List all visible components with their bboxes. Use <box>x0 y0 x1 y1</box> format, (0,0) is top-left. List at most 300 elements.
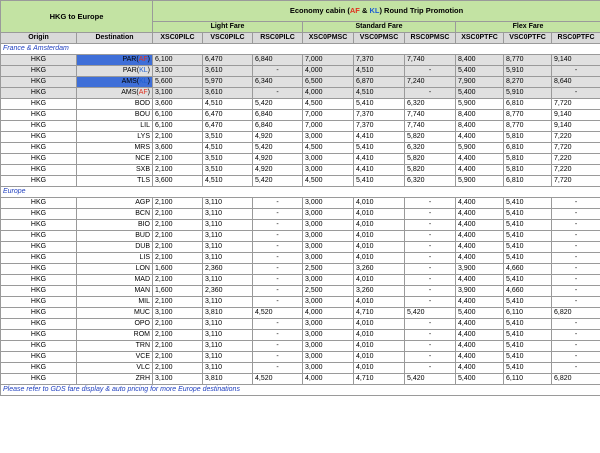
fare-cell: - <box>405 352 456 363</box>
origin-cell: HKG <box>1 242 77 253</box>
fare-cell: 3,810 <box>203 308 253 319</box>
origin-cell: HKG <box>1 253 77 264</box>
fare-cell: - <box>552 231 600 242</box>
fare-cell: 1,600 <box>153 264 203 275</box>
table-row <box>1 55 600 66</box>
fare-cell: - <box>253 363 303 374</box>
fare-cell: 5,420 <box>253 143 303 154</box>
table-row <box>1 165 600 176</box>
origin-header: Origin <box>1 33 77 44</box>
destination-code: VLC <box>136 364 150 371</box>
fare-cell: - <box>552 66 600 77</box>
fare-cell: 6,110 <box>504 374 552 385</box>
fare-cell: 2,100 <box>153 297 203 308</box>
fare-cell: 7,000 <box>303 55 354 66</box>
fare-cell: 4,010 <box>354 352 405 363</box>
fare-cell: 7,370 <box>354 55 405 66</box>
fare-cell: - <box>405 286 456 297</box>
origin-cell: HKG <box>1 121 77 132</box>
fare-cell: 5,900 <box>456 176 504 187</box>
destination-code: BOU <box>134 111 150 118</box>
fare-cell: - <box>405 198 456 209</box>
table-row <box>1 110 600 121</box>
fare-cell: 3,510 <box>203 165 253 176</box>
destination-code: LYS <box>137 133 150 140</box>
fare-cell: - <box>405 220 456 231</box>
origin-cell: HKG <box>1 231 77 242</box>
origin-cell: HKG <box>1 363 77 374</box>
fare-cell: 7,000 <box>303 121 354 132</box>
destination-code: TLS <box>137 177 150 184</box>
fare-cell: 5,410 <box>504 330 552 341</box>
fare-cell: 3,110 <box>203 209 253 220</box>
destination-code: MUC <box>134 309 150 316</box>
fare-cell: - <box>253 242 303 253</box>
fare-cell: 6,810 <box>504 176 552 187</box>
destination-cell <box>77 110 153 121</box>
fare-cell: - <box>552 198 600 209</box>
fare-cell: 4,660 <box>504 264 552 275</box>
fare-cell: 2,100 <box>153 132 203 143</box>
fare-cell: - <box>552 363 600 374</box>
origin-cell: HKG <box>1 55 77 66</box>
fare-cell: 3,100 <box>153 88 203 99</box>
fare-cell: 5,400 <box>456 88 504 99</box>
fare-cell: 3,110 <box>203 275 253 286</box>
fare-cell: 4,010 <box>354 330 405 341</box>
light-fare-header: Light Fare <box>153 22 303 33</box>
fare-cell: - <box>253 220 303 231</box>
fare-cell: 5,400 <box>456 66 504 77</box>
code-header: XSC0PILC <box>153 33 203 44</box>
fare-cell: - <box>552 286 600 297</box>
fare-cell: 5,410 <box>504 198 552 209</box>
fare-cell: 7,240 <box>405 77 456 88</box>
fare-cell: 5,400 <box>456 374 504 385</box>
route-title: HKG to Europe <box>1 1 153 33</box>
fare-cell: - <box>253 231 303 242</box>
destination-cell <box>77 363 153 374</box>
destination-cell <box>77 330 153 341</box>
fare-cell: 2,100 <box>153 220 203 231</box>
fare-cell: 3,000 <box>303 253 354 264</box>
fare-cell: 4,010 <box>354 319 405 330</box>
destination-cell <box>77 165 153 176</box>
carrier-code: KL <box>139 78 148 85</box>
fare-cell: 8,770 <box>504 110 552 121</box>
fare-cell: 3,600 <box>153 176 203 187</box>
fare-cell: 7,370 <box>354 121 405 132</box>
fare-cell: - <box>552 253 600 264</box>
fare-cell: 6,810 <box>504 99 552 110</box>
destination-code: ZRH <box>135 375 150 382</box>
fare-cell: 6,100 <box>153 110 203 121</box>
fare-cell: 5,820 <box>405 132 456 143</box>
fare-cell: 5,410 <box>354 143 405 154</box>
fare-cell: 3,100 <box>153 374 203 385</box>
fare-cell: 8,770 <box>504 121 552 132</box>
fare-cell: 8,640 <box>552 77 600 88</box>
fare-cell: 6,820 <box>552 374 600 385</box>
fare-cell: 7,720 <box>552 176 600 187</box>
destination-cell: AMS(KL) <box>77 77 153 88</box>
table-row <box>1 286 600 297</box>
fare-cell: - <box>552 275 600 286</box>
fare-cell: - <box>253 88 303 99</box>
destination-cell <box>77 275 153 286</box>
section-header-row <box>1 44 600 55</box>
fare-cell: 5,410 <box>504 231 552 242</box>
fare-cell: 5,410 <box>504 363 552 374</box>
fare-cell: 3,000 <box>303 330 354 341</box>
table-row <box>1 99 600 110</box>
fare-cell: - <box>253 66 303 77</box>
destination-cell: PAR(AF) <box>77 55 153 66</box>
fare-cell: 2,360 <box>203 264 253 275</box>
destination-cell <box>77 132 153 143</box>
fare-cell: 3,000 <box>303 154 354 165</box>
fare-cell: - <box>405 242 456 253</box>
fare-cell: 3,000 <box>303 341 354 352</box>
fare-cell: 6,810 <box>504 143 552 154</box>
origin-cell: HKG <box>1 352 77 363</box>
fare-cell: 4,920 <box>253 165 303 176</box>
fare-cell: 5,410 <box>504 297 552 308</box>
fare-cell: 7,370 <box>354 110 405 121</box>
fare-cell: 7,720 <box>552 143 600 154</box>
fare-cell: 4,500 <box>303 143 354 154</box>
fare-cell: - <box>253 341 303 352</box>
fare-cell: 2,100 <box>153 330 203 341</box>
fare-cell: - <box>552 297 600 308</box>
destination-code: MRS <box>134 144 150 151</box>
fare-cell: 5,410 <box>504 242 552 253</box>
fare-cell: 3,260 <box>354 264 405 275</box>
table-row <box>1 330 600 341</box>
origin-cell: HKG <box>1 374 77 385</box>
destination-cell <box>77 154 153 165</box>
fare-cell: - <box>552 330 600 341</box>
fare-cell: - <box>552 319 600 330</box>
fare-cell: 4,010 <box>354 275 405 286</box>
destination-cell <box>77 319 153 330</box>
fare-cell: 4,000 <box>303 374 354 385</box>
fare-cell: 4,010 <box>354 297 405 308</box>
destination-cell <box>77 209 153 220</box>
fare-cell: 6,470 <box>203 121 253 132</box>
fare-cell: 2,100 <box>153 242 203 253</box>
fare-cell: 4,400 <box>456 165 504 176</box>
fare-cell: 2,500 <box>303 286 354 297</box>
table-row <box>1 275 600 286</box>
fare-cell: 3,610 <box>203 88 253 99</box>
fare-cell: 3,100 <box>153 66 203 77</box>
fare-cell: 3,000 <box>303 319 354 330</box>
destination-code: VCE <box>135 353 150 360</box>
fare-cell: 4,710 <box>354 374 405 385</box>
fare-cell: 7,000 <box>303 110 354 121</box>
fare-cell: 4,010 <box>354 209 405 220</box>
origin-cell: HKG <box>1 308 77 319</box>
origin-cell: HKG <box>1 165 77 176</box>
fare-cell: - <box>405 264 456 275</box>
fare-cell: 2,100 <box>153 319 203 330</box>
fare-cell: 5,820 <box>405 154 456 165</box>
fare-cell: 6,840 <box>253 55 303 66</box>
fare-cell: 3,510 <box>203 132 253 143</box>
carrier-code: KL <box>139 67 148 74</box>
destination-cell <box>77 286 153 297</box>
fare-cell: - <box>253 264 303 275</box>
fare-cell: 4,400 <box>456 231 504 242</box>
fare-cell: 6,100 <box>153 121 203 132</box>
fare-cell: 5,910 <box>504 88 552 99</box>
fare-cell: 3,510 <box>203 154 253 165</box>
fare-cell: - <box>253 253 303 264</box>
table-row <box>1 231 600 242</box>
table-row <box>1 341 600 352</box>
fare-cell: 5,420 <box>405 374 456 385</box>
destination-cell: AMS(AF) <box>77 88 153 99</box>
fare-cell: 5,410 <box>354 176 405 187</box>
fare-cell: 6,470 <box>203 110 253 121</box>
fare-cell: 3,110 <box>203 220 253 231</box>
fare-cell: 5,910 <box>504 66 552 77</box>
fare-cell: - <box>405 319 456 330</box>
fare-cell: 5,410 <box>504 209 552 220</box>
table-row <box>1 264 600 275</box>
fare-cell: 3,110 <box>203 341 253 352</box>
table-row <box>1 253 600 264</box>
code-header: VSC0PTFC <box>504 33 552 44</box>
section-header-row <box>1 187 600 198</box>
table-row <box>1 176 600 187</box>
table-row <box>1 77 600 88</box>
fare-cell: - <box>405 209 456 220</box>
fare-cell: 7,220 <box>552 165 600 176</box>
fare-cell: 3,000 <box>303 220 354 231</box>
fare-cell: 3,000 <box>303 297 354 308</box>
fare-cell: - <box>552 220 600 231</box>
fare-cell: 3,000 <box>303 231 354 242</box>
fare-cell: 2,100 <box>153 231 203 242</box>
destination-cell <box>77 121 153 132</box>
destination-code: OPO <box>134 320 150 327</box>
origin-cell: HKG <box>1 132 77 143</box>
fare-cell: 3,000 <box>303 198 354 209</box>
destination-cell <box>77 231 153 242</box>
table-row <box>1 308 600 319</box>
fare-cell: 4,920 <box>253 132 303 143</box>
fare-cell: 5,970 <box>203 77 253 88</box>
fare-cell: - <box>552 242 600 253</box>
fare-cell: 5,420 <box>405 308 456 319</box>
destination-code: MIL <box>138 298 150 305</box>
flex-fare-header: Flex Fare <box>456 22 600 33</box>
fare-cell: - <box>405 253 456 264</box>
fare-cell: 3,260 <box>354 286 405 297</box>
origin-cell: HKG <box>1 110 77 121</box>
destination-cell <box>77 374 153 385</box>
table-row <box>1 363 600 374</box>
destination-cell <box>77 253 153 264</box>
fare-cell: - <box>552 264 600 275</box>
fare-cell: 4,010 <box>354 220 405 231</box>
fare-cell: 2,360 <box>203 286 253 297</box>
fare-cell: 5,410 <box>504 253 552 264</box>
origin-cell: HKG <box>1 209 77 220</box>
destination-cell <box>77 242 153 253</box>
table-row <box>1 297 600 308</box>
table-row <box>1 319 600 330</box>
fare-cell: 9,140 <box>552 55 600 66</box>
code-header: XSC0PTFC <box>456 33 504 44</box>
destination-code: BUD <box>135 232 150 239</box>
fare-cell: 4,000 <box>303 308 354 319</box>
fare-cell: 4,410 <box>354 165 405 176</box>
fare-cell: 4,920 <box>253 154 303 165</box>
destination-cell <box>77 341 153 352</box>
fare-cell: - <box>253 352 303 363</box>
carrier-code: AF <box>138 56 148 63</box>
destination-code: SXB <box>135 166 150 173</box>
fare-cell: 2,100 <box>153 352 203 363</box>
table-row <box>1 209 600 220</box>
fare-cell: 2,100 <box>153 363 203 374</box>
fare-cell: 3,900 <box>456 286 504 297</box>
promo-af: AF <box>349 6 360 15</box>
fare-cell: 4,400 <box>456 242 504 253</box>
fare-cell: 8,770 <box>504 55 552 66</box>
destination-cell <box>77 264 153 275</box>
origin-cell: HKG <box>1 88 77 99</box>
promo-prefix: Economy cabin ( <box>289 6 350 15</box>
fare-cell: 4,010 <box>354 231 405 242</box>
destination-code: MAD <box>134 276 150 283</box>
origin-cell: HKG <box>1 275 77 286</box>
origin-cell: HKG <box>1 319 77 330</box>
promo-title <box>153 1 600 22</box>
fare-cell: 4,000 <box>303 88 354 99</box>
fare-cell: 7,220 <box>552 154 600 165</box>
fare-cell: - <box>405 275 456 286</box>
destination-code: PAR <box>122 56 137 63</box>
fare-table-body <box>1 1 600 396</box>
fare-cell: 3,000 <box>303 242 354 253</box>
fare-cell: 2,500 <box>303 264 354 275</box>
destination-code: ROM <box>133 331 150 338</box>
header-row-top <box>1 1 600 22</box>
fare-cell: 3,000 <box>303 165 354 176</box>
destination-code: AMS <box>121 89 137 96</box>
code-header: RSC0PILC <box>253 33 303 44</box>
fare-cell: 4,400 <box>456 220 504 231</box>
fare-cell: 4,010 <box>354 341 405 352</box>
section-title: France & Amsterdam <box>1 44 600 55</box>
fare-cell: 3,110 <box>203 352 253 363</box>
fare-cell: 2,100 <box>153 198 203 209</box>
destination-code: BCN <box>135 210 150 217</box>
fare-cell: 5,810 <box>504 154 552 165</box>
fare-cell: 4,410 <box>354 154 405 165</box>
fare-cell: 5,420 <box>253 99 303 110</box>
fare-cell: 4,010 <box>354 198 405 209</box>
fare-cell: 9,140 <box>552 110 600 121</box>
fare-cell: 6,820 <box>552 308 600 319</box>
destination-cell <box>77 99 153 110</box>
fare-cell: - <box>253 275 303 286</box>
fare-cell: 5,900 <box>456 99 504 110</box>
destination-code: BOD <box>134 100 150 107</box>
fare-cell: 8,400 <box>456 110 504 121</box>
fare-cell: 6,840 <box>253 110 303 121</box>
fare-cell: - <box>253 286 303 297</box>
promo-kl: KL <box>369 6 380 15</box>
fare-cell: 3,000 <box>303 363 354 374</box>
fare-cell: 4,400 <box>456 132 504 143</box>
origin-cell: HKG <box>1 99 77 110</box>
fare-cell: 3,110 <box>203 363 253 374</box>
fare-cell: 7,740 <box>405 121 456 132</box>
fare-cell: 4,400 <box>456 209 504 220</box>
fare-cell: - <box>552 209 600 220</box>
fare-cell: - <box>253 330 303 341</box>
fare-cell: 4,520 <box>253 308 303 319</box>
origin-cell: HKG <box>1 341 77 352</box>
fare-cell: 3,000 <box>303 132 354 143</box>
destination-cell: PAR(KL) <box>77 66 153 77</box>
destination-code: LIL <box>140 122 150 129</box>
table-row <box>1 374 600 385</box>
fare-cell: 8,400 <box>456 55 504 66</box>
fare-cell: 5,410 <box>354 99 405 110</box>
fare-cell: 3,110 <box>203 319 253 330</box>
fare-cell: 6,320 <box>405 143 456 154</box>
fare-cell: 4,510 <box>354 66 405 77</box>
fare-cell: 2,100 <box>153 275 203 286</box>
destination-code: NCE <box>135 155 150 162</box>
fare-cell: 3,610 <box>203 66 253 77</box>
fare-cell: 5,410 <box>504 319 552 330</box>
fare-cell: 7,900 <box>456 77 504 88</box>
fare-cell: 4,400 <box>456 330 504 341</box>
table-row <box>1 242 600 253</box>
fare-cell: 5,410 <box>504 275 552 286</box>
table-row <box>1 132 600 143</box>
fare-cell: 6,320 <box>405 99 456 110</box>
fare-cell: 2,100 <box>153 165 203 176</box>
fare-cell: 1,600 <box>153 286 203 297</box>
destination-header: Destination <box>77 33 153 44</box>
fare-cell: - <box>405 88 456 99</box>
destination-cell <box>77 143 153 154</box>
destination-code: DUB <box>135 243 150 250</box>
fare-cell: - <box>552 352 600 363</box>
fare-cell: 3,900 <box>456 264 504 275</box>
origin-cell: HKG <box>1 330 77 341</box>
fare-cell: 2,100 <box>153 209 203 220</box>
fare-cell: 7,720 <box>552 99 600 110</box>
fare-cell: 8,270 <box>504 77 552 88</box>
fare-cell: 7,740 <box>405 55 456 66</box>
fare-cell: 3,000 <box>303 352 354 363</box>
fare-cell: 4,400 <box>456 154 504 165</box>
code-header: XSC0PMSC <box>303 33 354 44</box>
fare-cell: 4,400 <box>456 297 504 308</box>
fare-cell: - <box>405 330 456 341</box>
fare-cell: 6,320 <box>405 176 456 187</box>
fare-cell: 7,740 <box>405 110 456 121</box>
